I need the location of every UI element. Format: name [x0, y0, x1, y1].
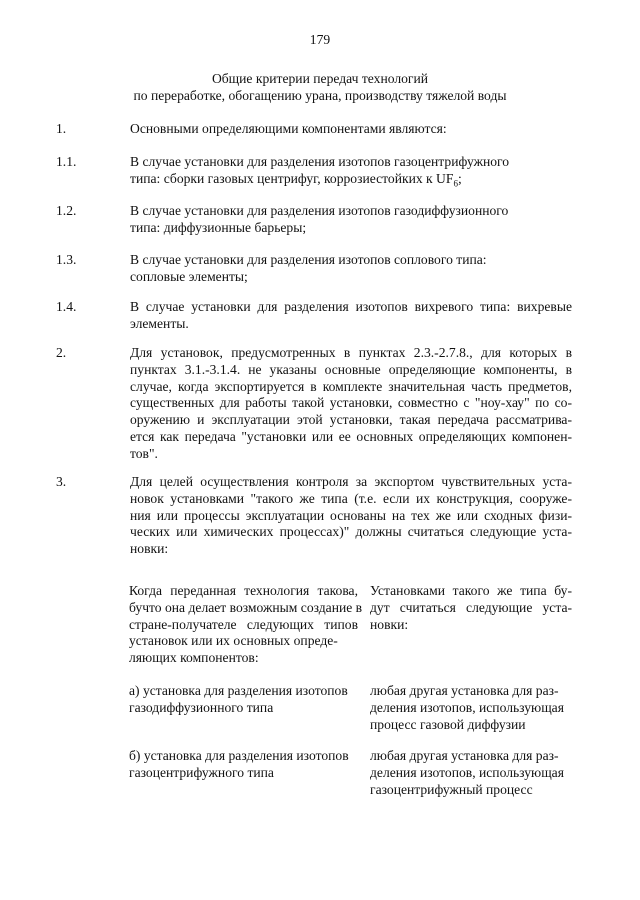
text-line: [130, 411, 572, 428]
table-cell-line: [370, 582, 572, 599]
text-line: [130, 394, 572, 411]
text-line: [130, 490, 572, 507]
table-cell-line: [129, 699, 358, 716]
text-line: [130, 170, 572, 187]
item-number: 1.2.: [56, 203, 77, 218]
table-cell-line: [370, 599, 572, 616]
table-cell-line-text: а) установка для разделения изотопов: [129, 683, 348, 698]
text-line-text: типа: сборки газовых центрифуг, коррозиестойких к UF: [130, 170, 454, 186]
table-cell-line-text: дут считаться следующие уста-: [370, 599, 572, 615]
table-cell-line: [129, 764, 358, 781]
punctuation: ;: [457, 170, 462, 186]
text-line: [130, 219, 572, 236]
item-text: [130, 202, 572, 236]
table-cell-line-text: газоцентрифужный процесс: [370, 781, 533, 797]
text-line-text: В случае установки для разделения изотопов вихревого типа: вихревые: [130, 299, 572, 314]
text-line-text: существенных для работы такой установки, совместно с "ноу-хау" по со-: [130, 395, 572, 411]
table-cell-line: [129, 649, 358, 666]
text-line-text: Основными определяющими компонентами являются:: [130, 121, 447, 136]
table-cell-line: [129, 682, 358, 699]
text-line-text: сопловые элементы;: [130, 268, 248, 284]
document-title: [0, 70, 640, 104]
table-cell-line-text: бучто она делает возможным создание в: [129, 599, 363, 615]
table-cell-line: [370, 764, 572, 781]
page-number: 179: [309, 32, 331, 47]
text-line-text: типа: диффузионные барьеры;: [130, 219, 307, 235]
text-line: [130, 507, 572, 524]
text-line-text: случае, когда экспортируется в комплекте значительная часть предметов,: [130, 378, 572, 394]
table-cell-line-text: деления изотопов, использующая: [370, 699, 564, 715]
table-cell-line-text: Установками такого же типа бу-: [370, 583, 572, 598]
table-cell-line-text: Когда переданная технология такова,: [129, 583, 358, 598]
text-line-text: пунктах 3.1.-3.1.4. не указаны основные определяющие компоненты, в: [130, 361, 572, 377]
text-line: [130, 268, 572, 285]
text-line: [130, 298, 572, 315]
table-cell-line: [370, 616, 572, 633]
table-cell-line-text: деления изотопов, использующая: [370, 764, 564, 780]
table-cell-line-text: новки:: [370, 616, 409, 632]
text-line-text: тов".: [130, 445, 158, 461]
text-line: [130, 361, 572, 378]
table-cell-line: [370, 699, 572, 716]
text-line: [130, 251, 572, 268]
table-cell-line: [370, 716, 572, 733]
table-cell-line: [129, 582, 358, 599]
item-number: 1.4.: [56, 299, 77, 314]
table-row-b-right: [370, 747, 572, 797]
table-cell-line-text: б) установка для разделения изотопов: [129, 748, 349, 763]
table-cell-line: [129, 632, 358, 649]
table-cell-line: [129, 599, 363, 616]
text-line-text: Для установок, предусмотренных в пунктах 2.3.-2.7.8., для которых в: [130, 345, 572, 360]
item-number: 3.: [56, 474, 67, 489]
text-line-text: В случае установки для разделения изотопов соплового типа:: [130, 252, 487, 267]
text-line: [130, 523, 572, 540]
item-text: [130, 251, 572, 285]
text-line: [130, 428, 572, 445]
table-row-a-right: [370, 682, 572, 732]
item-number: 1.1.: [56, 154, 77, 169]
table-cell-line-text: газоцентрифужного типа: [129, 764, 274, 780]
text-line-text: новок установками "такого же типа (т.е. если их конструкция, сооруже-: [130, 490, 572, 506]
text-line: [130, 120, 572, 137]
table-cell-line-text: процесс газовой диффузии: [370, 716, 526, 732]
text-line: [130, 344, 572, 361]
text-line-text: В случае установки для разделения изотопов газодиффузионного: [130, 203, 509, 218]
title-line: по переработке, обогащению урана, производству тяжелой воды: [133, 88, 507, 103]
text-line-text: ется как передача "установки или ее основных определяющих компонен-: [130, 428, 572, 444]
text-line-text: ческих или химических процессах)" должны считаться следующие уста-: [130, 524, 572, 540]
text-line: [130, 153, 572, 170]
text-line: [130, 202, 572, 219]
text-line: [130, 315, 572, 332]
text-line: [130, 378, 572, 395]
subscript: 6: [453, 178, 458, 189]
text-line-text: Для целей осуществления контроля за экспортом чувствительных уста-: [130, 474, 572, 489]
table-cell-line-text: стране-получателе следующих типов: [129, 616, 358, 632]
item-text: [130, 298, 572, 332]
text-line-text: новки:: [130, 541, 169, 557]
item-number: 2.: [56, 345, 67, 360]
item-text: [130, 120, 572, 137]
text-line: [130, 473, 572, 490]
table-header-left: [129, 582, 363, 666]
text-line-text: оружению и эксплуатации этой установки, такая передача рассматрива-: [130, 412, 572, 428]
item-text: [130, 153, 572, 187]
table-cell-line: [129, 747, 358, 764]
table-row-b-left: [129, 747, 358, 781]
table-cell-line-text: установок или их основных опреде-: [129, 633, 338, 649]
table-cell-line-text: любая другая установка для раз-: [370, 683, 559, 698]
table-cell-line: [370, 781, 572, 798]
title-line: Общие критерии передач технологий: [211, 71, 429, 86]
table-cell-line-text: газодиффузионного типа: [129, 699, 274, 715]
table-row-a-left: [129, 682, 358, 716]
text-line-text: ния или процессы эксплуатации основаны на тех же или сходных физи-: [130, 507, 572, 523]
table-cell-line-text: любая другая установка для раз-: [370, 748, 559, 763]
item-number: 1.3.: [56, 252, 77, 267]
table-cell-line-text: ляющих компонентов:: [129, 650, 259, 666]
table-header-right: [370, 582, 572, 632]
text-line: [130, 540, 572, 557]
text-line-text: В случае установки для разделения изотопов газоцентрифужного: [130, 154, 510, 169]
table-cell-line: [129, 616, 358, 633]
text-line: [130, 445, 572, 462]
item-text: [130, 344, 572, 462]
text-line-text: элементы.: [130, 315, 189, 331]
table-cell-line: [370, 747, 572, 764]
item-text: [130, 473, 572, 557]
item-number: 1.: [56, 121, 67, 136]
table-cell-line: [370, 682, 572, 699]
